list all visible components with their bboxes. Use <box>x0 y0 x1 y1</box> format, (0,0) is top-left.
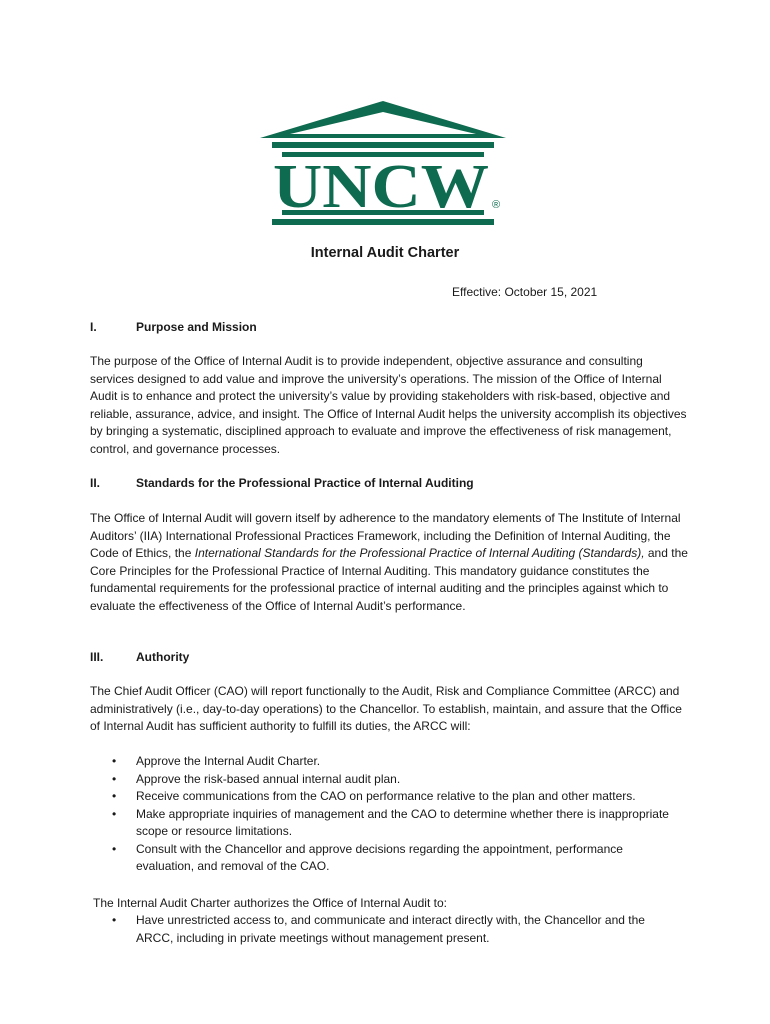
section-title: Authority <box>136 650 190 664</box>
paragraph-text: and the Core Principles for the Professional Practice of Internal Auditing. This mandatory guidance constitutes the fundamental requirements for the professional practice of internal auditing and the principles against which to evaluate the effectiveness of the Office of Internal Audit’s performance. <box>90 546 688 613</box>
authorization-list <box>108 912 683 947</box>
uncw-logo <box>258 96 508 238</box>
section-number: III. <box>90 650 104 664</box>
list-item: • Approve the risk-based annual internal audit plan. <box>108 771 683 789</box>
list-item: • Receive communications from the CAO on performance relative to the plan and other matters. <box>108 788 683 806</box>
bullet-icon: • <box>112 806 117 821</box>
list-item: • Consult with the Chancellor and approve decisions regarding the appointment, performance evaluation, and removal of the CAO. <box>112 841 623 873</box>
section-3-heading <box>90 650 189 664</box>
bullet-icon: • <box>112 913 117 927</box>
section-2-heading <box>90 476 474 490</box>
section-3-paragraph: The Chief Audit Officer (CAO) will report functionally to the Audit, Risk and Compliance Committee (ARCC) and administratively (i.e., day-to-day operations) to the Chancellor. To establish, maintain, and assure that the Office of Internal Audit has sufficient authority to fulfill its duties, the ARCC will: <box>90 684 682 733</box>
list-item: • Have unrestricted access to, and communicate and interact directly with, the Chancellor and the ARCC, including in private meetings without management present. <box>112 913 645 945</box>
bullet-icon: • <box>112 841 117 856</box>
bullet-icon: • <box>112 754 117 768</box>
arcc-duties-list <box>108 753 683 876</box>
effective-date: Effective: October 15, 2021 <box>452 285 598 299</box>
list-item: • Make appropriate inquiries of management and the CAO to determine whether there is inappropriate scope or resource limitations. <box>112 806 669 838</box>
section-1-paragraph: The purpose of the Office of Internal Audit is to provide independent, objective assurance and consulting services designed to add value and improve the university’s operations. The mission of the Office of Internal Audit is to enhance and protect the university’s value by providing stakeholders with risk-based, objective and reliable, assurance, advice, and insight. The Office of Internal Audit helps the university accomplish its objectives by bringing a systematic, disciplined approach to evaluate and improve the effectiveness of risk management, control, and governance processes. <box>90 354 687 456</box>
document-title: Internal Audit Charter <box>310 245 460 261</box>
bullet-icon: • <box>112 771 117 786</box>
section-title: Purpose and Mission <box>136 320 257 334</box>
section-number: II. <box>90 476 101 490</box>
svg-text:UNCW: UNCW <box>273 153 489 221</box>
list-item: • Approve the Internal Audit Charter. <box>108 753 683 771</box>
paragraph-text: The Office of Internal Audit will govern itself by adherence to the mandatory elements of The Institute of Internal Auditors’ (IIA) International Professional Practices Framework, including the Definition of Internal Auditing, the Code of Ethics, the <box>90 511 681 560</box>
section-2-paragraph <box>90 510 690 615</box>
bullet-icon: • <box>112 789 117 803</box>
section-title: Standards for the Professional Practice of Internal Auditing <box>136 476 474 490</box>
section-number: I. <box>90 320 97 334</box>
authorization-paragraph: The Internal Audit Charter authorizes the Office of Internal Audit to: <box>93 896 447 910</box>
standards-reference: International Standards for the Professional Practice of Internal Auditing (Standards), <box>194 546 645 560</box>
section-1-heading <box>90 320 257 334</box>
svg-text:®: ® <box>491 199 501 211</box>
